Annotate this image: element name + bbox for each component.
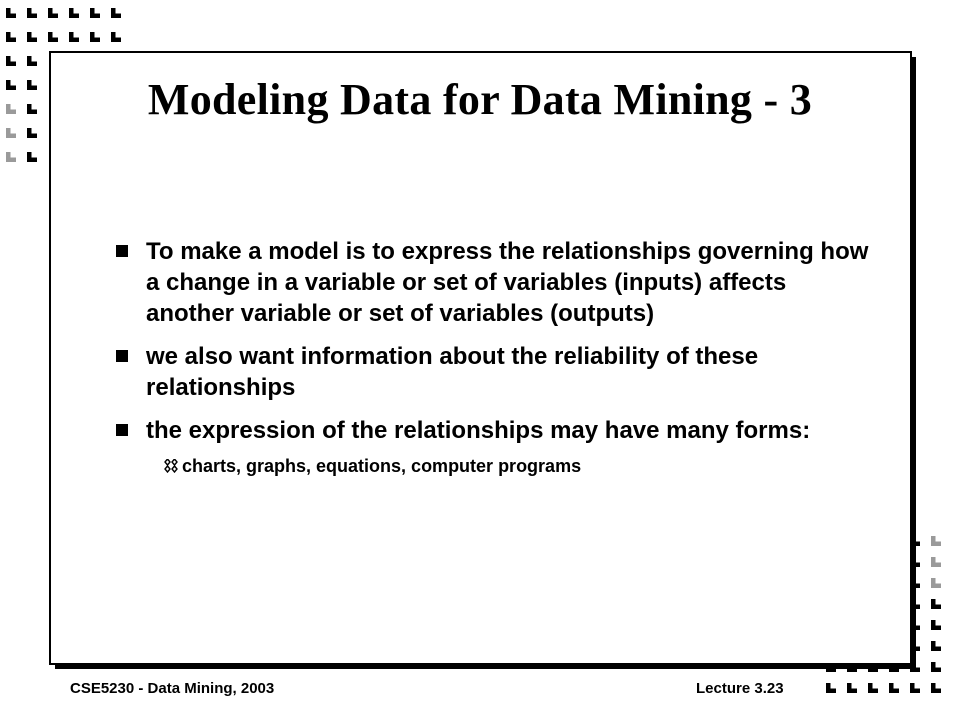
grid-square: [6, 152, 16, 162]
grid-square: [6, 8, 16, 18]
grid-square: [48, 8, 58, 18]
grid-square: [889, 683, 899, 693]
square-bullet-icon: [116, 424, 130, 438]
grid-square: [90, 32, 100, 42]
grid-square: [6, 128, 16, 138]
grid-square: [931, 662, 941, 672]
bullet-item: [116, 415, 876, 446]
grid-square: [27, 152, 37, 162]
grid-square: [69, 32, 79, 42]
grid-square: [111, 8, 121, 18]
footer-course: CSE5230 - Data Mining, 2003: [70, 680, 275, 697]
square-bullet-icon: [116, 245, 130, 259]
grid-square: [910, 683, 920, 693]
bullet-text: we also want information about the reliability of these relationships: [146, 343, 759, 401]
bullet-text: the expression of the relationships may have many forms:: [146, 417, 811, 444]
grid-square: [111, 32, 121, 42]
grid-square: [931, 599, 941, 609]
bullet-item: [116, 236, 876, 329]
grid-square: [931, 557, 941, 567]
sub-bullet-text: charts, graphs, equations, computer programs: [182, 456, 582, 476]
square-bullet-icon: [116, 350, 130, 364]
grid-square: [931, 578, 941, 588]
grid-square: [826, 683, 836, 693]
grid-square: [931, 641, 941, 651]
grid-square: [931, 620, 941, 630]
grid-square: [847, 683, 857, 693]
grid-square: [27, 8, 37, 18]
grid-square: [6, 32, 16, 42]
bullet-list: [116, 236, 876, 478]
grid-square: [868, 683, 878, 693]
slide-title: Modeling Data for Data Mining - 3: [147, 75, 813, 124]
grid-square: [27, 56, 37, 66]
grid-square: [27, 32, 37, 42]
bullet-text: To make a model is to express the relationships governing how a change in a variable or set of variables (inputs) affects another variable or set of variables (outputs): [146, 238, 869, 327]
grid-square: [48, 32, 58, 42]
sub-bullet-item: [164, 454, 876, 478]
footer-lecture-number: Lecture 3.23: [696, 680, 784, 697]
grid-square: [931, 536, 941, 546]
grid-square: [90, 8, 100, 18]
grid-square: [69, 8, 79, 18]
bullet-item: [116, 341, 876, 403]
grid-square: [27, 128, 37, 138]
grid-square: [931, 683, 941, 693]
grid-square: [6, 56, 16, 66]
diamond-bullet-icon: [164, 459, 178, 473]
